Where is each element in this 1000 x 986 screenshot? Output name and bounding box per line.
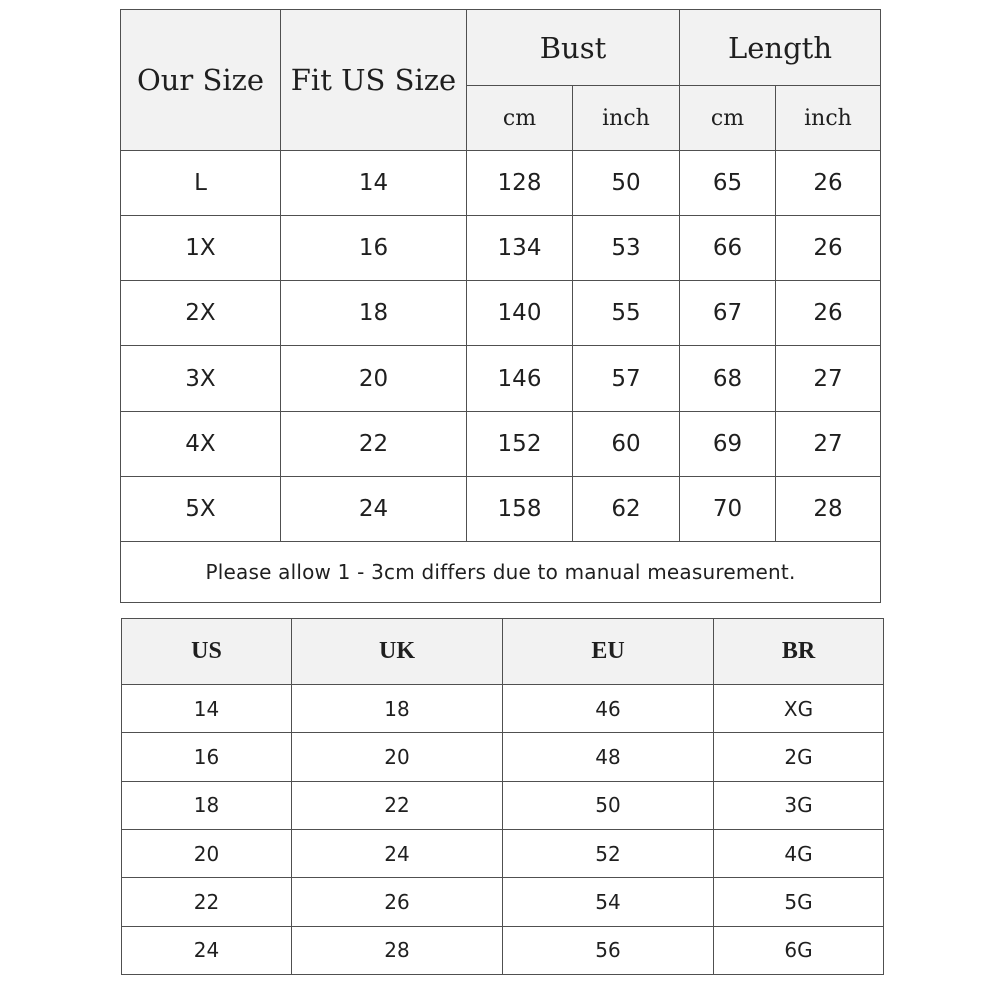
- fit-us-size-cell: 14: [281, 151, 467, 216]
- table-row: [121, 346, 881, 411]
- bust-cm-cell: 152: [467, 411, 573, 476]
- length-cm-cell: 66: [680, 216, 776, 281]
- bust-cm-cell: 134: [467, 216, 573, 281]
- uk-size-cell: 26: [292, 878, 503, 926]
- us-size-cell: 24: [122, 926, 292, 974]
- fit-us-size-cell: 24: [281, 476, 467, 541]
- uk-size-cell: 24: [292, 829, 503, 877]
- us-size-cell: 16: [122, 733, 292, 781]
- bust-inch-cell: 57: [573, 346, 680, 411]
- bust-cm-cell: 128: [467, 151, 573, 216]
- table-row: [121, 216, 881, 281]
- eu-size-cell: 56: [503, 926, 714, 974]
- us-size-cell: 20: [122, 829, 292, 877]
- fit-us-size-cell: 18: [281, 281, 467, 346]
- eu-size-cell: 48: [503, 733, 714, 781]
- bust-cm-header: cm: [467, 86, 573, 151]
- uk-header: UK: [292, 619, 503, 685]
- bust-header: Bust: [467, 10, 680, 86]
- table-row: [122, 878, 884, 926]
- bust-inch-cell: 55: [573, 281, 680, 346]
- table-row: [121, 411, 881, 476]
- length-inch-cell: 26: [776, 151, 881, 216]
- us-size-cell: 14: [122, 685, 292, 733]
- uk-size-cell: 22: [292, 781, 503, 829]
- our-size-cell: 1X: [121, 216, 281, 281]
- fit-us-size-cell: 20: [281, 346, 467, 411]
- length-cm-header: cm: [680, 86, 776, 151]
- br-size-cell: 3G: [714, 781, 884, 829]
- eu-size-cell: 54: [503, 878, 714, 926]
- length-cm-cell: 69: [680, 411, 776, 476]
- length-inch-cell: 27: [776, 346, 881, 411]
- br-size-cell: 4G: [714, 829, 884, 877]
- br-size-cell: 6G: [714, 926, 884, 974]
- us-header: US: [122, 619, 292, 685]
- us-size-cell: 18: [122, 781, 292, 829]
- bust-inch-cell: 60: [573, 411, 680, 476]
- br-size-cell: 2G: [714, 733, 884, 781]
- br-header: BR: [714, 619, 884, 685]
- table-row: [122, 926, 884, 974]
- bust-inch-cell: 50: [573, 151, 680, 216]
- our-size-cell: 4X: [121, 411, 281, 476]
- measurement-note: Please allow 1 - 3cm differs due to manual measurement.: [121, 542, 881, 603]
- table-row: [122, 829, 884, 877]
- table-row: [121, 151, 881, 216]
- table-row: [122, 733, 884, 781]
- size-chart-table: [120, 9, 881, 603]
- conversion-chart-body: [122, 685, 884, 975]
- uk-size-cell: 18: [292, 685, 503, 733]
- length-inch-cell: 26: [776, 216, 881, 281]
- size-conversion-table: [121, 618, 884, 975]
- size-chart-body: [121, 151, 881, 542]
- table-row: [122, 781, 884, 829]
- fit-us-size-cell: 16: [281, 216, 467, 281]
- length-inch-cell: 27: [776, 411, 881, 476]
- our-size-cell: 2X: [121, 281, 281, 346]
- eu-header: EU: [503, 619, 714, 685]
- length-inch-header: inch: [776, 86, 881, 151]
- our-size-header: Our Size: [121, 10, 281, 151]
- table-row: [121, 281, 881, 346]
- bust-inch-header: inch: [573, 86, 680, 151]
- br-size-cell: 5G: [714, 878, 884, 926]
- length-cm-cell: 68: [680, 346, 776, 411]
- bust-cm-cell: 146: [467, 346, 573, 411]
- length-cm-cell: 70: [680, 476, 776, 541]
- br-size-cell: XG: [714, 685, 884, 733]
- fit-us-size-cell: 22: [281, 411, 467, 476]
- uk-size-cell: 20: [292, 733, 503, 781]
- length-inch-cell: 28: [776, 476, 881, 541]
- us-size-cell: 22: [122, 878, 292, 926]
- bust-cm-cell: 140: [467, 281, 573, 346]
- eu-size-cell: 46: [503, 685, 714, 733]
- length-inch-cell: 26: [776, 281, 881, 346]
- our-size-cell: 3X: [121, 346, 281, 411]
- length-cm-cell: 67: [680, 281, 776, 346]
- length-cm-cell: 65: [680, 151, 776, 216]
- our-size-cell: L: [121, 151, 281, 216]
- fit-us-size-header: Fit US Size: [281, 10, 467, 151]
- eu-size-cell: 52: [503, 829, 714, 877]
- bust-inch-cell: 62: [573, 476, 680, 541]
- bust-cm-cell: 158: [467, 476, 573, 541]
- length-header: Length: [680, 10, 881, 86]
- table-row: [121, 476, 881, 541]
- eu-size-cell: 50: [503, 781, 714, 829]
- uk-size-cell: 28: [292, 926, 503, 974]
- our-size-cell: 5X: [121, 476, 281, 541]
- bust-inch-cell: 53: [573, 216, 680, 281]
- table-row: [122, 685, 884, 733]
